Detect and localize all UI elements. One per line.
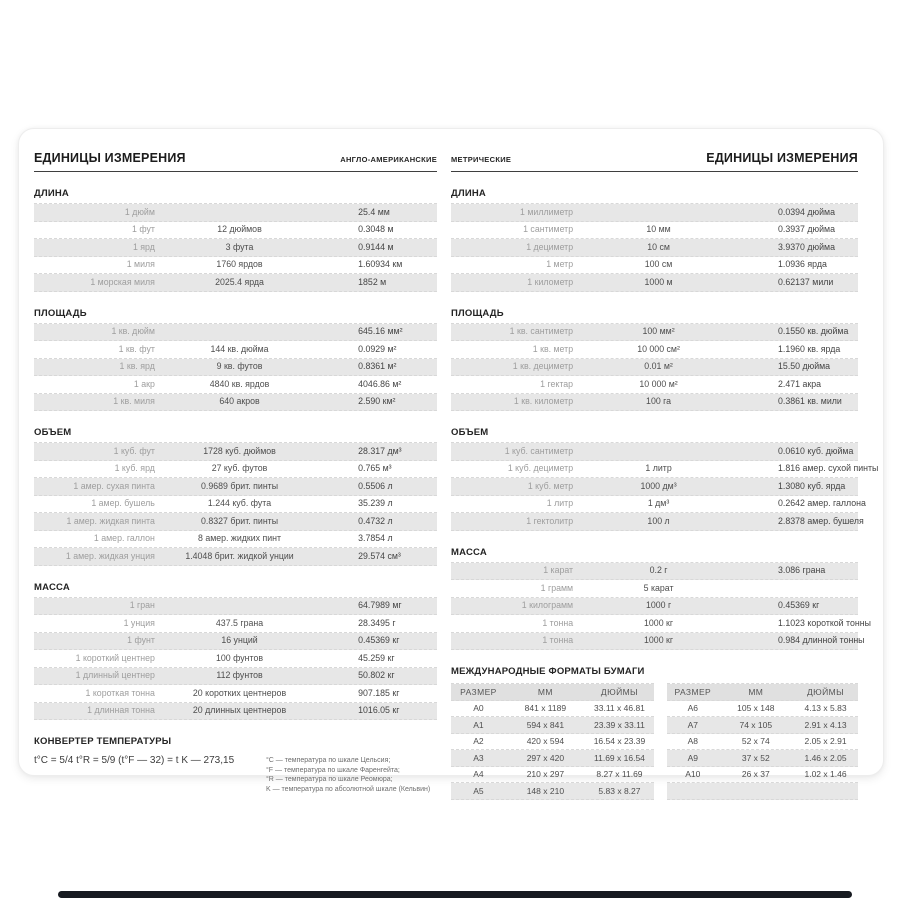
paper-table-header xyxy=(667,684,858,701)
unit-equivalent: 437.5 грана xyxy=(215,617,264,628)
unit-name: 1 унция xyxy=(123,617,155,628)
unit-equivalent: 0.01 м² xyxy=(644,361,673,372)
unit-name: 1 кв. дюйм xyxy=(111,326,155,337)
unit-row xyxy=(451,257,858,275)
unit-value: 645.16 мм² xyxy=(358,326,403,337)
unit-value: 29.574 см³ xyxy=(358,550,401,561)
paper-size-label: A5 xyxy=(473,785,484,796)
unit-name: 1 амер. сухая пинта xyxy=(73,480,155,491)
unit-name: 1 миля xyxy=(126,259,155,270)
unit-section xyxy=(451,188,858,292)
paper-table-a6-a10 xyxy=(667,683,858,800)
unit-row xyxy=(451,443,858,461)
unit-row xyxy=(451,478,858,496)
unit-name: 1 амер. жидкая унция xyxy=(65,550,155,561)
unit-rows xyxy=(34,323,437,412)
unit-row xyxy=(34,668,437,686)
temperature-note: °R — температура по шкале Реомюра; xyxy=(266,776,393,783)
unit-row xyxy=(451,204,858,222)
unit-row xyxy=(451,580,858,598)
unit-value: 0.5506 л xyxy=(358,480,393,491)
unit-row xyxy=(451,376,858,394)
paper-row xyxy=(451,750,654,767)
unit-sections-left xyxy=(34,188,437,720)
section-title: ПЛОЩАДЬ xyxy=(451,307,504,319)
unit-name: 1 длинный центнер xyxy=(75,670,155,681)
unit-row xyxy=(451,563,858,581)
unit-name: 1 короткая тонна xyxy=(85,687,155,698)
unit-row xyxy=(451,598,858,616)
unit-equivalent: 16 унций xyxy=(221,635,258,646)
paper-column-header: ММ xyxy=(748,686,764,697)
unit-name: 1 фунт xyxy=(127,635,155,646)
unit-row xyxy=(34,274,437,292)
unit-row xyxy=(451,341,858,359)
unit-equivalent: 0.2 г xyxy=(649,565,668,576)
section-title: ДЛИНА xyxy=(451,188,486,199)
paper-row xyxy=(451,717,654,734)
unit-value: 0.45369 кг xyxy=(778,600,820,611)
unit-section xyxy=(34,308,437,412)
unit-section xyxy=(34,427,437,566)
unit-equivalent: 3 фута xyxy=(225,241,254,252)
paper-size-inches: 16.54 x 23.39 xyxy=(593,736,646,746)
paper-table-a0-a5 xyxy=(451,683,654,800)
unit-row xyxy=(451,239,858,257)
unit-name: 1 дюйм xyxy=(124,206,155,217)
unit-equivalent: 1760 ярдов xyxy=(216,259,263,270)
paper-size-label: A6 xyxy=(687,703,698,713)
unit-row xyxy=(34,633,437,651)
paper-formats xyxy=(451,666,858,800)
unit-value: 25.4 мм xyxy=(358,206,390,217)
section-title: МАССА xyxy=(34,581,70,593)
unit-name: 1 грамм xyxy=(540,582,574,593)
unit-name: 1 куб. ярд xyxy=(114,463,155,474)
page-header-left xyxy=(34,149,437,165)
paper-tables xyxy=(451,683,858,800)
column-metric xyxy=(451,149,879,800)
unit-row xyxy=(34,513,437,531)
unit-name: 1 фут xyxy=(131,224,155,235)
unit-name: 1 короткий центнер xyxy=(75,652,155,663)
unit-name: 1 миллиметр xyxy=(520,206,574,217)
unit-row xyxy=(451,513,864,531)
header-rule xyxy=(451,171,858,172)
unit-value: 28.3495 г xyxy=(358,617,396,628)
unit-section xyxy=(34,188,437,292)
unit-row xyxy=(451,324,858,342)
unit-name: 1 гран xyxy=(129,600,155,611)
unit-equivalent: 1 литр xyxy=(645,463,672,474)
unit-name: 1 амер. жидкая пинта xyxy=(66,515,155,526)
paper-row xyxy=(667,734,858,751)
paper-column-header: ММ xyxy=(537,686,553,697)
paper-table-header xyxy=(451,684,654,701)
paper-row xyxy=(451,783,654,800)
unit-rows xyxy=(34,203,437,292)
unit-equivalent: 8 амер. жидких пинт xyxy=(197,533,282,544)
unit-row xyxy=(34,204,437,222)
paper-size-label: A7 xyxy=(687,719,698,730)
unit-equivalent: 0.9689 брит. пинты xyxy=(201,480,279,491)
unit-name: 1 амер. бушель xyxy=(91,498,155,509)
units-system-tag: МЕТРИЧЕСКИЕ xyxy=(451,155,512,164)
paper-size-label: A2 xyxy=(473,736,484,746)
paper-column-header: РАЗМЕР xyxy=(674,686,712,697)
page-title: ЕДИНИЦЫ ИЗМЕРЕНИЯ xyxy=(706,151,858,165)
unit-value: 3.086 грана xyxy=(778,565,826,576)
unit-name: 1 кв. фут xyxy=(118,343,155,354)
unit-name: 1 куб. фут xyxy=(113,445,155,456)
unit-equivalent: 20 коротких центнеров xyxy=(192,687,287,698)
unit-value: 15.50 дюйма xyxy=(778,361,831,372)
unit-equivalent: 10 см xyxy=(647,241,670,252)
paper-size-mm: 26 x 37 xyxy=(741,769,770,779)
unit-section xyxy=(451,308,858,412)
unit-row xyxy=(34,394,437,412)
unit-name: 1 дециметр xyxy=(526,241,574,252)
unit-row xyxy=(34,376,437,394)
paper-row xyxy=(451,734,654,751)
unit-row xyxy=(34,239,437,257)
unit-value: 3.9370 дюйма xyxy=(778,241,835,252)
unit-name: 1 куб. метр xyxy=(527,480,574,491)
units-system-tag: АНГЛО-АМЕРИКАНСКИЕ xyxy=(340,155,437,164)
unit-value: 0.1550 кв. дюйма xyxy=(778,326,849,337)
unit-value: 1852 м xyxy=(358,276,387,287)
paper-size-inches: 2.05 x 2.91 xyxy=(804,736,847,746)
unit-row xyxy=(451,633,865,651)
unit-name: 1 кв. миля xyxy=(113,396,155,407)
unit-name: 1 куб. дециметр xyxy=(507,463,574,474)
unit-value: 50.802 кг xyxy=(358,670,395,681)
unit-row xyxy=(34,650,437,668)
section-title: ОБЪЕМ xyxy=(34,427,72,438)
paper-size-label: A9 xyxy=(687,752,698,763)
unit-name: 1 гектар xyxy=(540,378,574,389)
unit-equivalent: 100 га xyxy=(646,396,672,407)
paper-row xyxy=(667,767,858,784)
paper-size-inches: 1.46 x 2.05 xyxy=(804,752,847,763)
column-anglo-american xyxy=(34,149,437,794)
section-title: МЕЖДУНАРОДНЫЕ ФОРМАТЫ БУМАГИ xyxy=(451,666,645,677)
paper-size-inches: 5.83 x 8.27 xyxy=(598,785,641,796)
paper-size-label: A3 xyxy=(473,752,484,763)
unit-value: 0.2642 амер. галлона xyxy=(778,498,866,509)
unit-name: 1 тонна xyxy=(542,617,574,628)
unit-equivalent: 1 дм³ xyxy=(647,498,670,509)
unit-sections-right xyxy=(451,188,879,650)
unit-name: 1 гектолитр xyxy=(526,515,574,526)
unit-value: 0.984 длинной тонны xyxy=(778,635,865,646)
paper-size-inches: 8.27 x 11.69 xyxy=(596,769,643,779)
unit-equivalent: 1728 куб. дюймов xyxy=(203,445,276,456)
unit-name: 1 кв. метр xyxy=(532,343,574,354)
unit-row xyxy=(34,222,437,240)
section-title: МАССА xyxy=(451,546,487,558)
paper-size-inches: 23.39 x 33.11 xyxy=(594,719,645,730)
unit-value: 1.60934 км xyxy=(358,259,403,270)
unit-equivalent: 5 карат xyxy=(643,582,674,593)
unit-row xyxy=(34,341,437,359)
notebook-page xyxy=(18,128,884,796)
unit-row xyxy=(451,274,858,292)
unit-name: 1 кв. сантиметр xyxy=(509,326,574,337)
paper-size-mm: 148 x 210 xyxy=(526,785,565,796)
unit-name: 1 амер. галлон xyxy=(93,533,155,544)
unit-section xyxy=(451,546,871,651)
unit-value: 0.8361 м² xyxy=(358,361,397,372)
temperature-body xyxy=(34,755,437,794)
temperature-notes xyxy=(266,755,430,794)
unit-value: 0.3937 дюйма xyxy=(778,224,835,235)
unit-equivalent: 144 кв. дюйма xyxy=(210,343,269,354)
unit-value: 1.1960 кв. ярда xyxy=(778,343,841,354)
unit-row xyxy=(34,257,437,275)
unit-value: 2.8378 амер. бушеля xyxy=(778,515,864,526)
unit-section xyxy=(451,427,879,531)
paper-size-label: A8 xyxy=(687,736,698,746)
paper-size-label: A4 xyxy=(473,769,484,779)
unit-value: 0.0610 куб. дюйма xyxy=(778,445,854,456)
unit-rows xyxy=(451,203,858,292)
paper-size-label: A10 xyxy=(685,769,701,779)
unit-value: 28.317 дм³ xyxy=(358,445,402,456)
unit-value: 0.3861 кв. мили xyxy=(778,396,842,407)
paper-row xyxy=(667,750,858,767)
section-title: ОБЪЕМ xyxy=(451,427,489,438)
unit-value: 0.45369 кг xyxy=(358,635,400,646)
unit-row xyxy=(451,461,879,479)
unit-value: 1.1023 короткой тонны xyxy=(778,617,871,628)
unit-equivalent: 1000 дм³ xyxy=(640,480,677,491)
paper-column-header: ДЮЙМЫ xyxy=(600,686,638,697)
unit-row xyxy=(34,598,437,616)
paper-size-inches: 4.13 x 5.83 xyxy=(804,703,847,713)
unit-value: 2.471 акра xyxy=(778,378,822,389)
unit-row xyxy=(34,615,437,633)
header-rule xyxy=(34,171,437,172)
page-title: ЕДИНИЦЫ ИЗМЕРЕНИЯ xyxy=(34,151,186,165)
unit-equivalent: 0.8327 брит. пинты xyxy=(201,515,279,526)
unit-name: 1 ярд xyxy=(132,241,155,252)
unit-name: 1 куб. сантиметр xyxy=(504,445,574,456)
paper-size-mm: 52 x 74 xyxy=(741,736,770,746)
unit-value: 1.0936 ярда xyxy=(778,259,827,270)
unit-equivalent: 100 мм² xyxy=(642,326,675,337)
unit-value: 1.3080 куб. ярда xyxy=(778,480,846,491)
unit-equivalent: 4840 кв. ярдов xyxy=(209,378,270,389)
unit-row xyxy=(451,615,871,633)
paper-row xyxy=(667,717,858,734)
unit-value: 0.4732 л xyxy=(358,515,393,526)
unit-equivalent: 20 длинных центнеров xyxy=(192,705,287,716)
unit-name: 1 килограмм xyxy=(521,600,574,611)
unit-row xyxy=(34,478,437,496)
paper-size-label: A0 xyxy=(473,703,484,713)
unit-rows xyxy=(34,442,437,566)
unit-name: 1 карат xyxy=(543,565,574,576)
section-title: ДЛИНА xyxy=(34,188,69,199)
unit-equivalent: 1000 м xyxy=(644,276,673,287)
paper-column-header: РАЗМЕР xyxy=(460,686,497,697)
unit-name: 1 тонна xyxy=(542,635,574,646)
paper-size-mm: 420 x 594 xyxy=(526,736,565,746)
unit-equivalent: 1.4048 брит. жидкой унции xyxy=(185,550,294,561)
page-header-right xyxy=(451,149,858,165)
unit-name: 1 длинная тонна xyxy=(87,705,155,716)
unit-row xyxy=(34,461,437,479)
unit-equivalent: 10 мм xyxy=(646,224,671,235)
unit-rows xyxy=(451,323,858,412)
unit-equivalent: 2025.4 ярда xyxy=(215,276,264,287)
unit-row xyxy=(451,394,858,412)
unit-name: 1 литр xyxy=(546,498,574,509)
paper-row xyxy=(451,767,654,784)
unit-rows xyxy=(34,597,437,721)
unit-rows xyxy=(451,562,871,651)
unit-value: 0.62137 мили xyxy=(778,276,834,287)
unit-equivalent: 27 куб. футов xyxy=(211,463,268,474)
unit-equivalent: 10 000 м² xyxy=(639,378,678,389)
paper-row xyxy=(451,701,654,718)
paper-size-mm: 37 x 52 xyxy=(741,752,770,763)
unit-row xyxy=(34,703,437,721)
paper-size-inches: 33.11 x 46.81 xyxy=(594,703,645,713)
unit-equivalent: 112 фунтов xyxy=(216,670,263,681)
paper-size-inches: 2.91 x 4.13 xyxy=(804,719,847,730)
unit-name: 1 километр xyxy=(527,276,574,287)
paper-size-mm: 105 x 148 xyxy=(737,703,775,713)
unit-equivalent: 640 акров xyxy=(219,396,260,407)
unit-row xyxy=(34,324,437,342)
paper-size-mm: 841 x 1189 xyxy=(524,703,567,713)
unit-value: 2.590 км² xyxy=(358,396,396,407)
unit-equivalent: 100 л xyxy=(647,515,670,526)
paper-row xyxy=(667,701,858,718)
unit-equivalent: 100 см xyxy=(644,259,673,270)
unit-value: 64.7989 мг xyxy=(358,600,402,611)
paper-column-header: ДЮЙМЫ xyxy=(806,686,845,697)
unit-equivalent: 1.244 куб. фута xyxy=(207,498,272,509)
unit-value: 0.765 м³ xyxy=(358,463,392,474)
unit-row xyxy=(34,685,437,703)
unit-value: 1016.05 кг xyxy=(358,705,400,716)
paper-size-inches: 1.02 x 1.46 xyxy=(804,769,847,779)
paper-size-label: A1 xyxy=(473,719,484,730)
paper-size-mm: 594 x 841 xyxy=(526,719,565,730)
unit-rows xyxy=(451,442,879,531)
unit-value: 3.7854 л xyxy=(358,533,393,544)
temperature-note: °F — температура по шкале Фаренгейта; xyxy=(266,766,400,774)
unit-row xyxy=(451,359,858,377)
unit-equivalent: 100 фунтов xyxy=(216,652,264,663)
unit-row xyxy=(451,496,866,514)
notebook-cover-edge xyxy=(58,891,852,898)
unit-value: 4046.86 м² xyxy=(358,378,402,389)
unit-name: 1 морская миля xyxy=(90,276,155,287)
unit-row xyxy=(34,359,437,377)
unit-row xyxy=(34,443,437,461)
temperature-note: K — температура по абсолютной шкале (Кельвин) xyxy=(266,785,431,793)
unit-row xyxy=(34,531,437,549)
unit-name: 1 метр xyxy=(546,259,574,270)
unit-equivalent: 10 000 см² xyxy=(637,343,680,354)
unit-name: 1 акр xyxy=(133,378,155,389)
unit-value: 1.816 амер. сухой пинты xyxy=(778,463,879,474)
paper-size-inches: 11.69 x 16.54 xyxy=(594,752,645,763)
temperature-converter xyxy=(34,736,437,794)
unit-row xyxy=(451,222,858,240)
section-title: ПЛОЩАДЬ xyxy=(34,307,87,319)
paper-size-mm: 210 x 297 xyxy=(526,769,565,779)
unit-name: 1 сантиметр xyxy=(523,224,574,235)
unit-section xyxy=(34,582,437,721)
unit-value: 907.185 кг xyxy=(358,687,400,698)
unit-equivalent: 1000 г xyxy=(645,600,672,611)
paper-size-mm: 74 x 105 xyxy=(739,719,773,730)
unit-value: 0.0394 дюйма xyxy=(778,206,835,217)
unit-name: 1 кв. ярд xyxy=(119,361,155,372)
temperature-formula: t°C = 5/4 t°R = 5/9 (t°F — 32) = t K — 273,15 xyxy=(34,755,235,766)
unit-value: 0.3048 м xyxy=(358,224,394,235)
unit-equivalent: 1000 кг xyxy=(644,635,674,646)
unit-value: 45.259 кг xyxy=(358,652,395,663)
unit-value: 0.9144 м xyxy=(358,241,394,252)
paper-size-mm: 297 x 420 xyxy=(526,752,565,763)
unit-equivalent: 1000 кг xyxy=(644,617,674,628)
unit-value: 0.0929 м² xyxy=(358,343,397,354)
unit-equivalent: 12 дюймов xyxy=(217,224,262,235)
unit-value: 35.239 л xyxy=(358,498,393,509)
unit-equivalent: 9 кв. футов xyxy=(216,361,263,372)
section-title: КОНВЕРТЕР ТЕМПЕРАТУРЫ xyxy=(34,736,172,747)
unit-row xyxy=(34,496,437,514)
temperature-note: °C — температура по шкале Цельсия; xyxy=(266,757,391,764)
unit-name: 1 кв. километр xyxy=(513,396,574,407)
unit-name: 1 кв. дециметр xyxy=(512,361,574,372)
unit-row xyxy=(34,548,437,566)
paper-row xyxy=(667,783,858,800)
